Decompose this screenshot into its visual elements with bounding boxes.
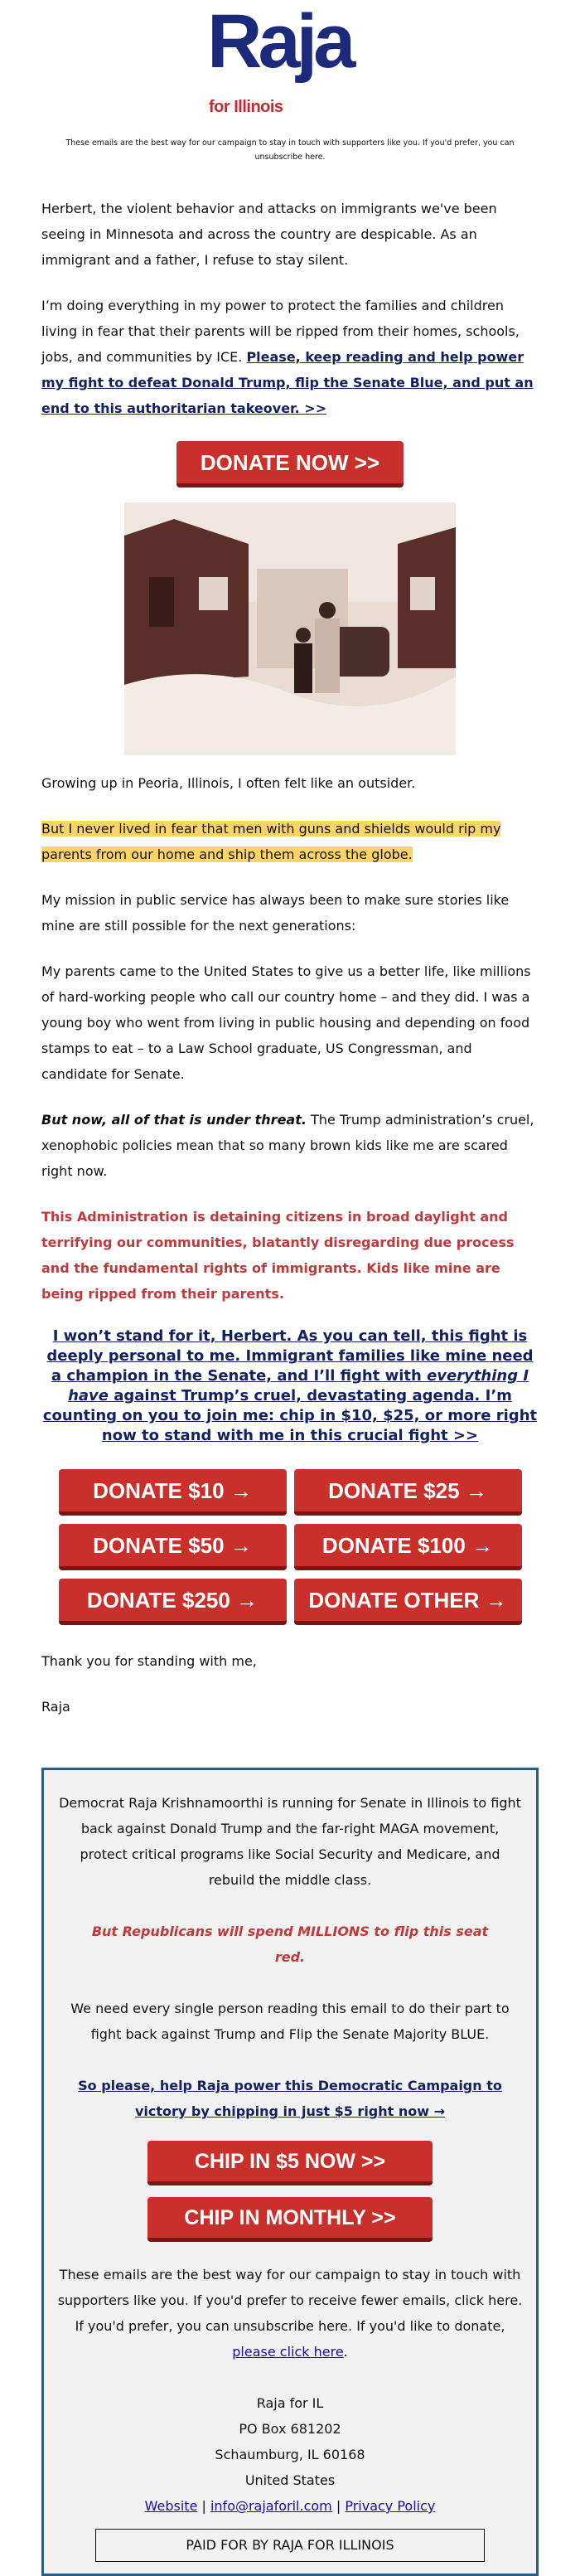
donate-now-button[interactable]: DONATE NOW >> [176,441,404,488]
footer-box [41,1768,539,2576]
red-paragraph: This Administration is detaining citizens in broad daylight and terrifying our communities, blatantly disregarding due process and the fundamental rights of immigrants. Kids like mine are being ripped from their parents. [41,1209,515,1302]
letter-body [0,196,580,421]
header-disclaimer: These emails are the best way for our campaign to stay in touch with supporters like you. If you'd prefer, you can unsubscribe here. [65,138,515,162]
text: against Trump’s cruel, devastating agenda. I’m counting on you to join me: chip in $10, $25, or more right now to stand with me in this crucial fight >> [42,1387,538,1444]
letter-body-2 [0,770,580,1446]
paragraph [41,1107,539,1184]
donate-250-button[interactable]: DONATE $250 → [59,1579,287,1625]
logo-name: Raja [207,0,352,84]
cta-link[interactable] [43,1327,537,1444]
chip-in-monthly-button[interactable]: CHIP IN MONTHLY >> [147,2197,433,2242]
logo-sub: for Illinois [209,98,283,116]
website-link[interactable]: Website [144,2498,198,2514]
donate-50-button[interactable]: DONATE $50 → [59,1524,287,1570]
donate-10-button[interactable]: DONATE $10 → [59,1469,287,1516]
footer-warning: But Republicans will spend MILLIONS to flip this seat red. [91,1924,489,1965]
signoff [0,1648,580,1720]
footer-links [56,2493,524,2519]
privacy-policy-link[interactable]: Privacy Policy [345,2498,436,2514]
donate-other-button[interactable]: DONATE OTHER → [294,1579,522,1625]
chip-in-5-link[interactable]: So please, help Raja power this Democratic Campaign to victory by chipping in just $5 right now → [78,2078,502,2119]
emphasis: everything I have [68,1367,529,1404]
paragraph [41,816,539,867]
footer-intro: Democrat Raja Krishnamoorthi is running for Senate in Illinois to fight back against Donald Trump and the far-right MAGA movement, protect critical programs like Social Security and Medicare, and rebuild the middle class. [59,1795,521,1888]
family-photo [124,502,456,755]
donate-grid [0,1469,580,1625]
text: These emails are the best way for our campaign to stay in touch with supporters like you. If you'd prefer to receive fewer emails, click here. If you'd prefer, you can unsubscribe here. If you'd like to donate, [57,2267,523,2334]
address [56,2390,524,2493]
text: The Trump administration’s cruel, xenophobic policies mean that so many brown kids like me are scared right now. [41,1112,534,1179]
paid-for-disclaimer: PAID FOR BY RAJA FOR ILLINOIS [95,2529,485,2562]
chip-in-5-button[interactable]: CHIP IN $5 NOW >> [147,2141,433,2185]
please-click-here-link[interactable]: please click here [232,2344,344,2360]
donate-100-button[interactable]: DONATE $100 → [294,1524,522,1570]
raja-logo[interactable] [207,0,373,116]
address-line: United States [244,2472,336,2488]
keep-reading-link[interactable]: Please, keep reading and help power my fight to defeat Donald Trump, flip the Senate Blue, and put an end to this authoritarian takeover. >> [41,349,534,416]
address-line: Raja for IL [256,2395,324,2411]
text: I’m doing everything in my power to protect the families and children living in fear that their parents will be ripped from their homes, schools, jobs, and communities by ICE. [41,298,520,365]
bold-text: But now, all of that is under threat. [41,1112,307,1128]
paragraph: Growing up in Peoria, Illinois, I often felt like an outsider. [41,775,416,791]
signoff-text: Thank you for standing with me, [41,1653,257,1669]
footer-need: We need every single person reading this email to do their part to fight back against Trump and Flip the Senate Majority BLUE. [70,2001,510,2042]
email-link[interactable]: info@rajaforil.com [210,2498,332,2514]
paragraph: My parents came to the United States to give us a better life, like millions of hard-working people who call our country home – and they did. I was a young boy who went from living in public housing and depending on food stamps to eat – to a Law School graduate, US Congressman, and candidate for Senate. [41,963,531,1082]
cta-paragraph [41,1327,539,1446]
separator: | [331,2498,346,2514]
paragraph [41,293,539,421]
paragraph: Herbert, the violent behavior and attacks on immigrants we've been seeing in Minnesota and across the country are despicable. As an immigrant and a father, I refuse to stay silent. [41,201,497,268]
donate-25-button[interactable]: DONATE $25 → [294,1469,522,1516]
footer-emails-text: These emails are the best way for our campaign to stay in touch with supporters like you. If you'd prefer to receive fewer emails, click here. If you'd prefer, you can unsubscribe here. If you'd like to donate, please click here. [57,2267,523,2360]
paragraph: My mission in public service has always been to make sure stories like mine are still possible for the next generations: [41,892,510,934]
address-line: PO Box 681202 [239,2421,341,2437]
highlighted-text: But I never lived in fear that men with guns and shields would rip my parents from our home and ship them across the globe. [41,821,501,862]
signature: Raja [41,1699,70,1715]
text: I won’t stand for it, Herbert. As you can tell, this fight is deeply personal to me. Immigrant families like mine need a champion in the Senate, and I’ll fight with [46,1327,534,1385]
address-line: Schaumburg, IL 60168 [215,2447,365,2462]
separator: | [197,2498,210,2514]
